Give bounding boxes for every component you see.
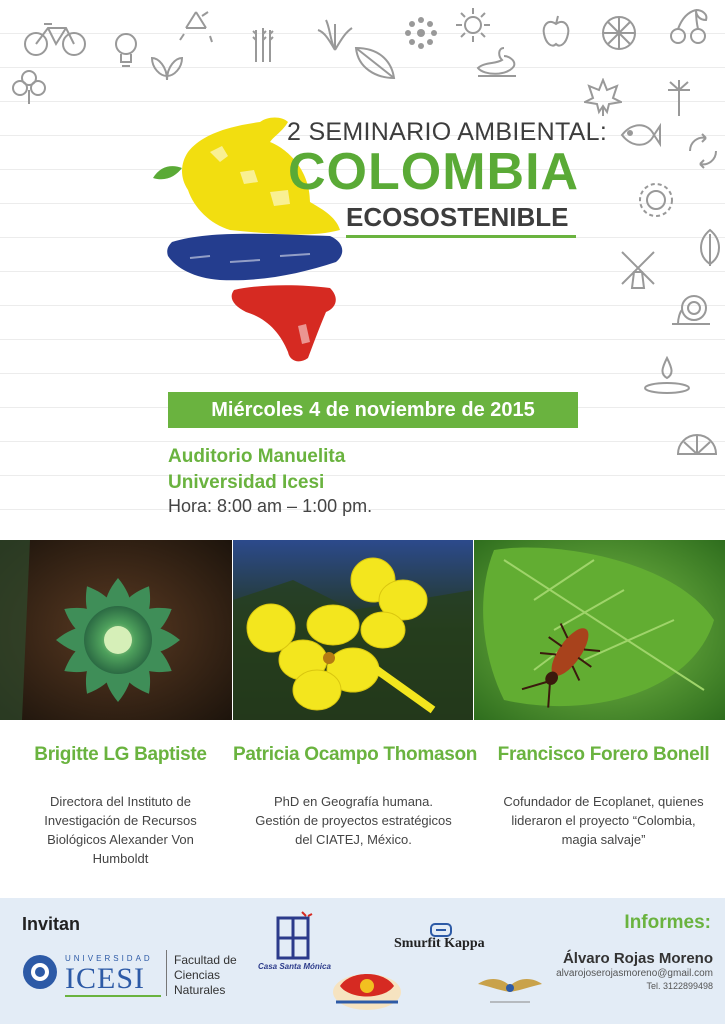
smurfit-kappa-logo: Smurfit Kappa	[394, 936, 485, 951]
photo-yellow-flower	[233, 540, 473, 720]
flower-dots-icon	[402, 14, 440, 52]
facultad-divider	[166, 950, 167, 996]
facultad-line: Facultad de	[174, 953, 237, 967]
icesi-wordmark: ICESI	[65, 962, 145, 995]
speaker-description: PhD en Geografía humana. Gestión de proyectos estratégicos del CIATEJ, México.	[255, 794, 452, 847]
sun-icon	[454, 6, 492, 44]
cycle-icon	[684, 132, 722, 170]
recycle-icon	[176, 8, 216, 48]
cherries-icon	[666, 6, 712, 46]
water-drop-icon	[642, 356, 692, 396]
facultad-line: Naturales	[174, 983, 226, 997]
contact-email: alvarojoserojasmoreno@gmail.com	[556, 968, 713, 979]
event-venue	[168, 444, 345, 496]
casa-santa-monica-text: Casa Santa Mónica	[258, 962, 331, 971]
title-seminario: 2 SEMINARIO AMBIENTAL:	[287, 118, 608, 146]
leaf-outline-icon	[696, 228, 724, 268]
grass-icon	[316, 14, 354, 52]
facultad-text	[174, 953, 237, 998]
title-colombia: COLOMBIA	[288, 143, 580, 201]
maple-leaf-icon	[584, 78, 622, 118]
title-underline	[346, 235, 576, 238]
event-date-banner: Miércoles 4 de noviembre de 2015	[168, 392, 578, 428]
wheat-icon	[248, 24, 278, 64]
lightbulb-icon	[112, 30, 140, 70]
dandelion-icon	[664, 78, 694, 118]
speaker-name: Brigitte LG Baptiste	[34, 744, 207, 765]
winged-emblem-logo-icon	[476, 974, 544, 1008]
apple-icon	[540, 12, 572, 50]
lemon-slice-icon	[676, 418, 718, 458]
venue-auditorium: Auditorio Manuelita	[168, 446, 346, 467]
snail-icon	[670, 290, 714, 328]
clover-icon	[10, 68, 48, 106]
venue-university: Universidad Icesi	[168, 472, 325, 493]
facultad-line: Ciencias	[174, 968, 221, 982]
speaker-name: Francisco Forero Bonell	[497, 744, 710, 765]
leaves-icon	[148, 44, 186, 82]
informes-label: Informes:	[624, 912, 711, 933]
title-ecosostenible: ECOSOSTENIBLE	[346, 202, 569, 232]
speaker-card	[0, 744, 241, 868]
speaker-description: Directora del Instituto de Investigación de Recursos Biológicos Alexander Von Humboldt	[44, 794, 197, 866]
swan-icon	[474, 42, 520, 80]
event-time: Hora: 8:00 am – 1:00 pm.	[168, 496, 373, 516]
icesi-underline	[65, 995, 161, 997]
invitan-label: Invitan	[22, 914, 81, 934]
smurfit-kappa-mark-icon	[430, 923, 452, 937]
speaker-description: Cofundador de Ecoplanet, quienes lideraron el proyecto “Colombia, magia salvaje”	[503, 794, 704, 847]
contact-name: Álvaro Rojas Moreno	[562, 950, 713, 967]
speaker-card	[483, 744, 724, 849]
speaker-name: Patricia Ocampo Thomason	[233, 744, 478, 765]
contact-phone: Tel. 3122899498	[646, 981, 713, 991]
sunflower-icon	[636, 180, 676, 220]
photo-succulent-plant	[0, 540, 232, 720]
photo-beetle-on-leaf	[474, 540, 725, 720]
citrus-icon	[600, 14, 638, 52]
leaf-icon	[352, 44, 398, 82]
speaker-card	[233, 744, 478, 849]
fish-icon	[618, 118, 662, 152]
cultural-emblem-logo-icon	[326, 966, 408, 1012]
icesi-small-text: UNIVERSIDAD	[65, 954, 153, 963]
bicycle-icon	[22, 20, 88, 58]
windmill-icon	[618, 248, 658, 290]
